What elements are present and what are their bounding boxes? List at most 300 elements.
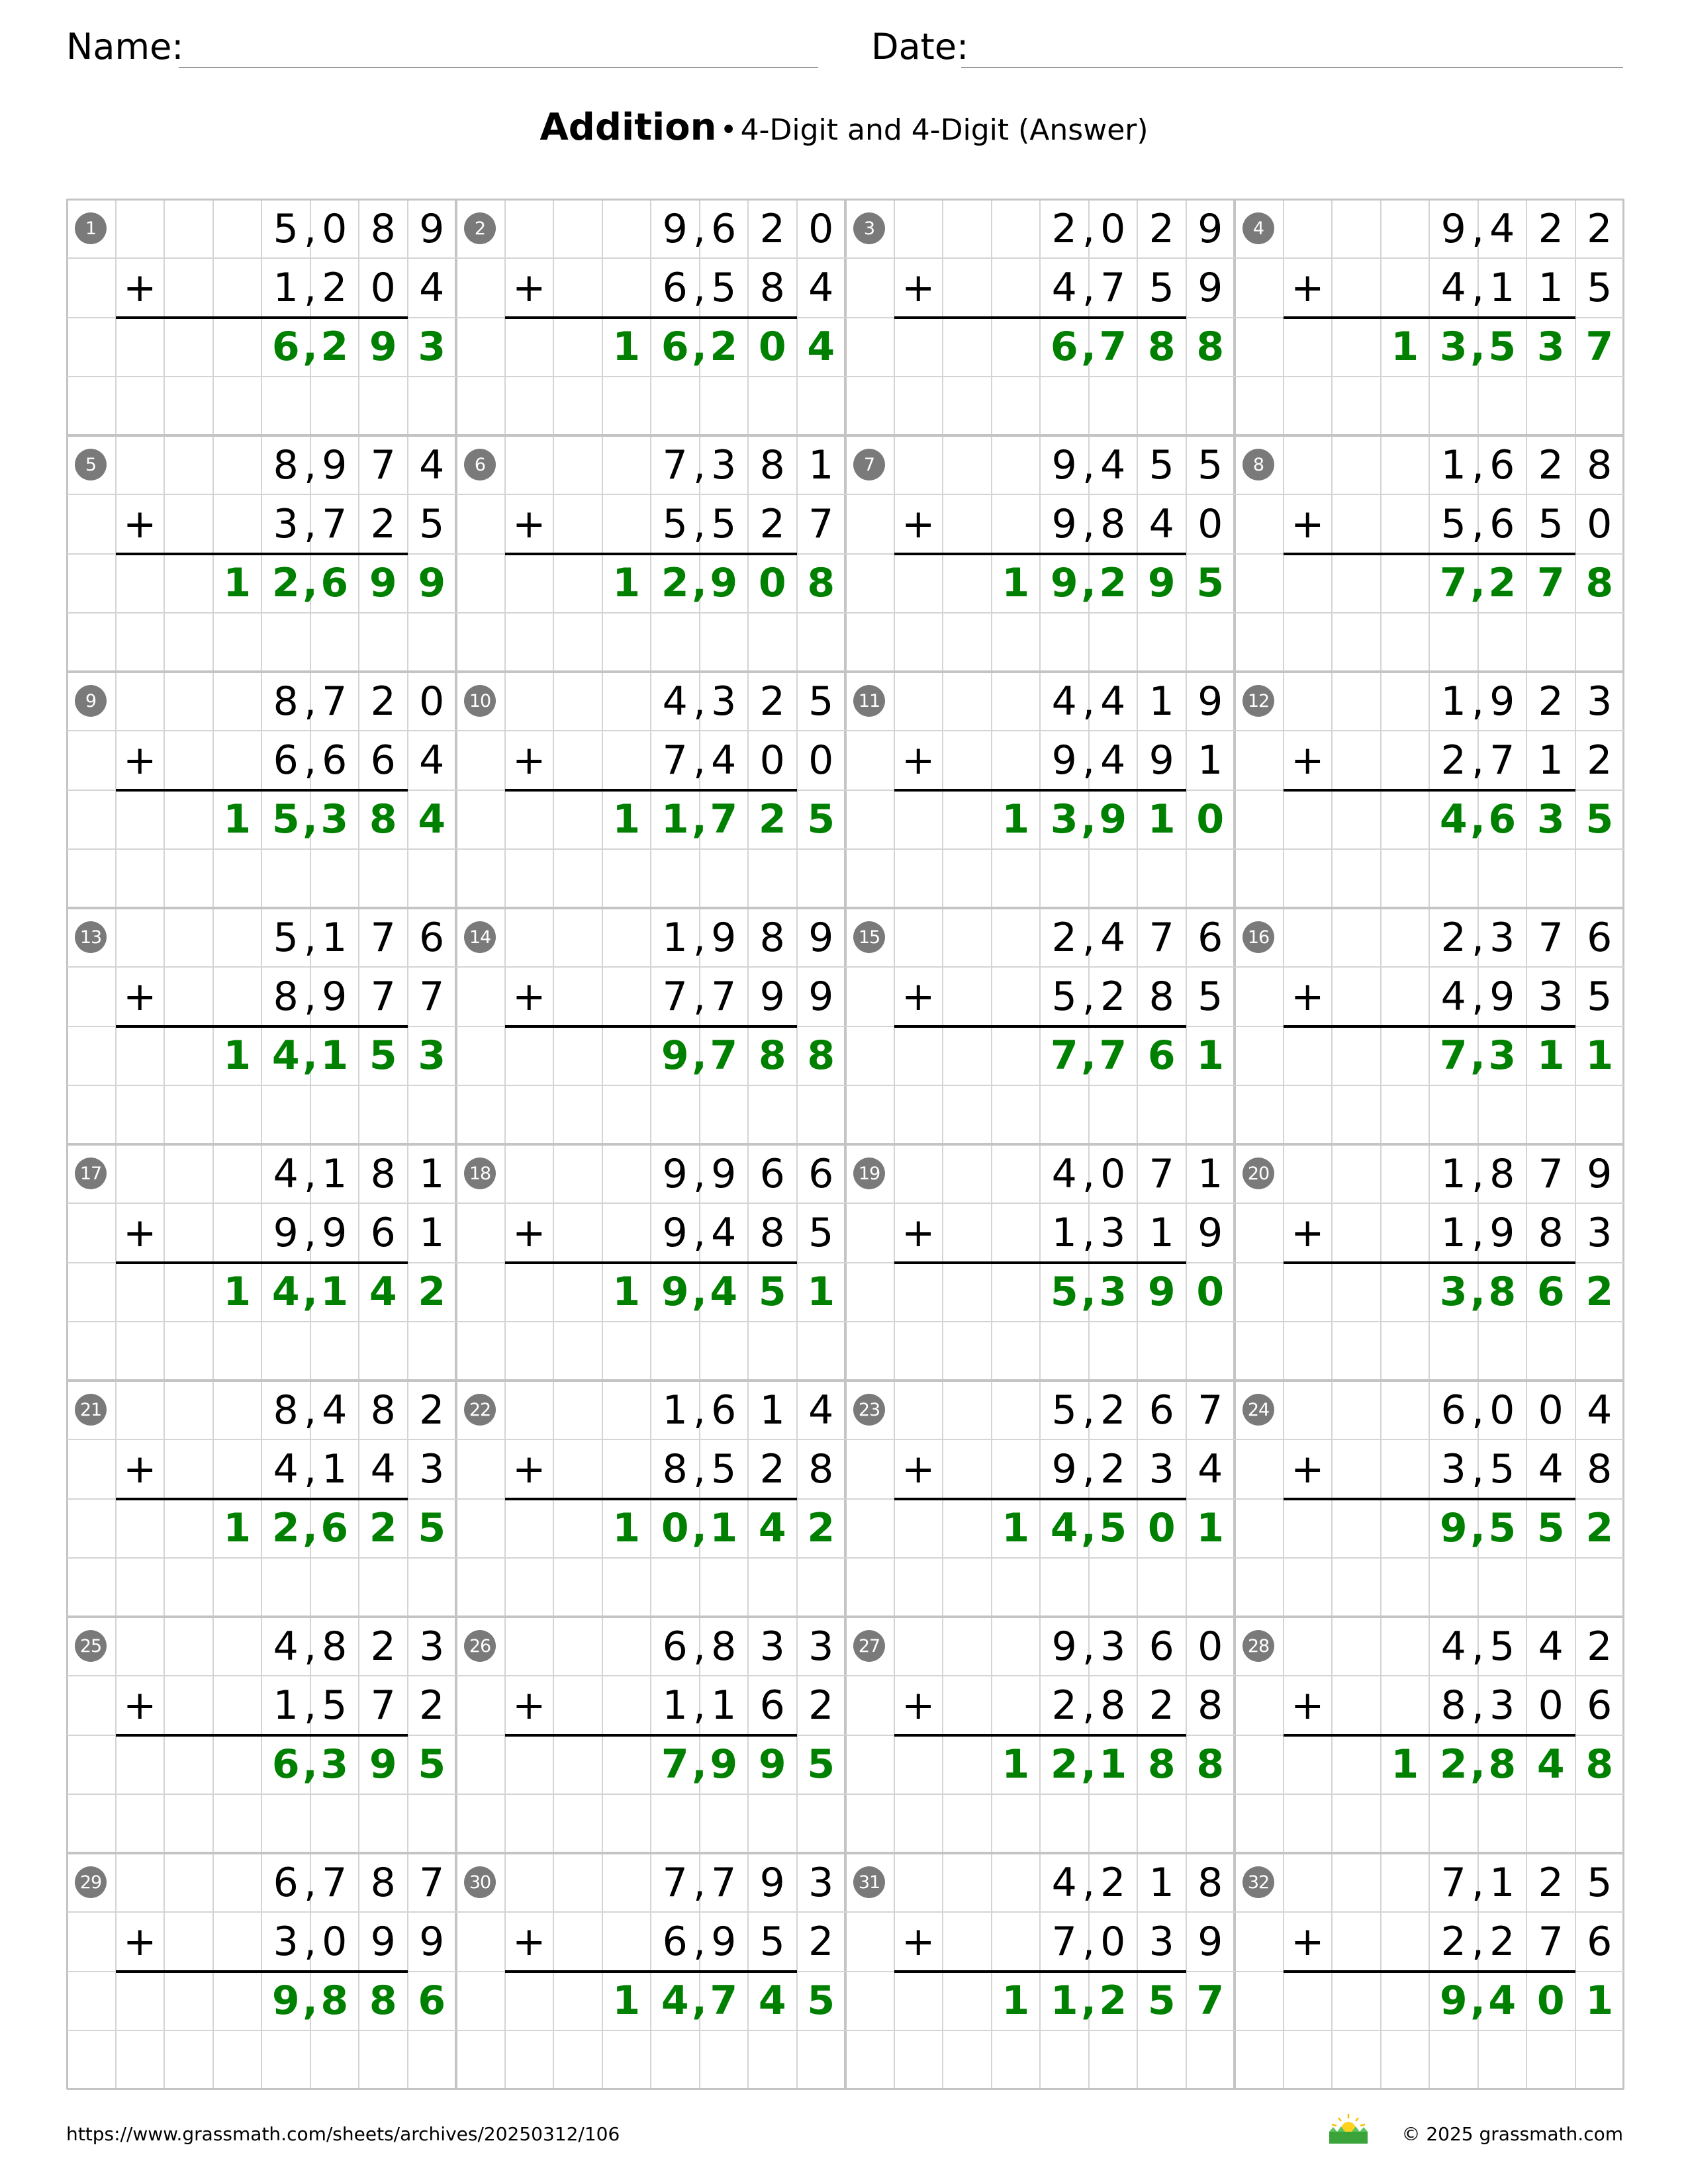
plus-sign: +: [1291, 1445, 1325, 1492]
answer-digit: 2: [710, 324, 738, 371]
addend-top-digit: 9: [808, 914, 834, 961]
addend-top-comma: ,: [1471, 1623, 1485, 1670]
answer-digit: 3: [1536, 796, 1565, 843]
addend-bottom-digit: 9: [1489, 1209, 1515, 1256]
answer-digit: 1: [612, 1978, 641, 2025]
addend-bottom-comma: ,: [303, 1918, 317, 1965]
addend-bottom-digit: 3: [1100, 1209, 1126, 1256]
addend-bottom-digit: 8: [273, 973, 299, 1020]
answer-digit: 1: [661, 796, 689, 843]
addend-top-comma: ,: [1082, 1150, 1096, 1197]
addend-bottom-digit: 2: [1587, 737, 1613, 784]
addend-bottom-digit: 2: [370, 500, 396, 547]
addend-top-digit: 1: [1197, 1150, 1223, 1197]
addend-top-digit: 3: [1587, 678, 1613, 725]
addend-top-digit: 3: [808, 1859, 834, 1906]
addend-bottom-comma: ,: [1471, 1682, 1485, 1729]
addend-top-digit: 7: [322, 1859, 348, 1906]
addend-top-digit: 6: [1149, 1623, 1174, 1670]
addend-top-comma: ,: [1082, 1387, 1096, 1433]
answer-comma: ,: [692, 1505, 707, 1552]
answer-digit: 8: [1585, 560, 1614, 607]
answer-digit: 9: [369, 560, 397, 607]
answer-digit: 8: [320, 1978, 349, 2025]
answer-digit: 9: [271, 1978, 300, 2025]
addend-top-digit: 9: [662, 205, 688, 252]
addend-top-digit: 9: [1440, 205, 1466, 252]
addend-bottom-digit: 0: [759, 737, 785, 784]
problem-number-badge: 15: [853, 921, 885, 953]
answer-comma: ,: [1081, 560, 1096, 607]
addend-bottom-digit: 5: [808, 1209, 834, 1256]
addend-top-digit: 5: [1197, 441, 1223, 488]
addend-bottom-digit: 4: [1197, 1445, 1223, 1492]
addend-top-comma: ,: [692, 1150, 706, 1197]
addend-top-digit: 6: [662, 1623, 688, 1670]
answer-digit: 8: [1488, 1269, 1517, 1316]
addend-top-digit: 8: [273, 1387, 299, 1433]
answer-digit: 3: [1439, 1269, 1468, 1316]
date-label: Date:: [871, 26, 969, 68]
plus-sign: +: [902, 500, 935, 547]
addend-top-digit: 1: [1440, 1150, 1466, 1197]
answer-digit: 1: [1002, 1505, 1030, 1552]
answer-digit: 1: [1002, 1978, 1030, 2025]
addend-top-digit: 2: [1538, 1859, 1564, 1906]
addend-top-comma: ,: [1471, 1859, 1485, 1906]
addend-bottom-comma: ,: [303, 264, 317, 311]
addend-top-comma: ,: [303, 1150, 317, 1197]
addend-top-digit: 2: [1538, 441, 1564, 488]
answer-digit: 3: [1439, 324, 1468, 371]
addend-bottom-digit: 6: [662, 264, 688, 311]
addend-top-comma: ,: [1471, 678, 1485, 725]
problem-number-badge: 2: [464, 212, 496, 244]
addend-bottom-digit: 7: [1100, 264, 1126, 311]
addend-bottom-comma: ,: [692, 264, 706, 311]
addend-bottom-comma: ,: [1471, 264, 1485, 311]
addend-bottom-digit: 9: [1197, 264, 1223, 311]
answer-comma: ,: [1081, 1505, 1096, 1552]
addend-bottom-comma: ,: [303, 500, 317, 547]
answer-digit: 1: [612, 1269, 641, 1316]
plus-sign: +: [902, 1445, 935, 1492]
answer-comma: ,: [303, 1978, 318, 2025]
addend-bottom-digit: 8: [662, 1445, 688, 1492]
addend-bottom-comma: ,: [1471, 1209, 1485, 1256]
plus-sign: +: [123, 500, 157, 547]
answer-digit: 3: [1488, 1032, 1517, 1079]
addend-bottom-digit: 4: [1149, 500, 1174, 547]
addend-top-digit: 8: [370, 1387, 396, 1433]
addend-top-digit: 4: [662, 678, 688, 725]
answer-digit: 5: [369, 1032, 397, 1079]
addend-top-digit: 1: [322, 1150, 348, 1197]
addend-bottom-digit: 5: [662, 500, 688, 547]
answer-digit: 5: [1050, 1269, 1078, 1316]
addend-bottom-digit: 1: [1538, 737, 1564, 784]
addend-bottom-digit: 7: [322, 500, 348, 547]
addend-top-digit: 2: [1051, 205, 1077, 252]
addend-top-digit: 7: [1149, 914, 1174, 961]
plus-sign: +: [1291, 264, 1325, 311]
addend-bottom-digit: 3: [1440, 1445, 1466, 1492]
addend-bottom-digit: 8: [1587, 1445, 1613, 1492]
addend-top-digit: 2: [1051, 914, 1077, 961]
answer-digit: 1: [710, 1505, 738, 1552]
addend-top-digit: 1: [662, 1387, 688, 1433]
plus-sign: +: [123, 973, 157, 1020]
problem-number-badge: 18: [464, 1158, 496, 1189]
addend-bottom-digit: 2: [1149, 1682, 1174, 1729]
addend-bottom-comma: ,: [1082, 1209, 1096, 1256]
addend-top-digit: 7: [370, 914, 396, 961]
addend-bottom-digit: 4: [1051, 264, 1077, 311]
answer-digit: 1: [1536, 1032, 1565, 1079]
addend-top-digit: 9: [419, 205, 445, 252]
addend-top-comma: ,: [303, 1859, 317, 1906]
answer-comma: ,: [1081, 1741, 1096, 1788]
answer-digit: 1: [1391, 324, 1419, 371]
addend-top-digit: 8: [322, 1623, 348, 1670]
addend-bottom-digit: 4: [370, 1445, 396, 1492]
addend-bottom-digit: 9: [419, 1918, 445, 1965]
answer-comma: ,: [1081, 1032, 1096, 1079]
addend-top-digit: 4: [1100, 678, 1126, 725]
addend-top-digit: 2: [1587, 205, 1613, 252]
answer-comma: ,: [1470, 1032, 1485, 1079]
problem-number-badge: 31: [853, 1866, 885, 1898]
addend-top-digit: 9: [1197, 205, 1223, 252]
answer-digit: 1: [612, 1505, 641, 1552]
addend-top-comma: ,: [303, 205, 317, 252]
addend-bottom-digit: 1: [1149, 1209, 1174, 1256]
addend-bottom-digit: 1: [1197, 737, 1223, 784]
problem-number-badge: 19: [853, 1158, 885, 1189]
addend-bottom-digit: 3: [1149, 1445, 1174, 1492]
addend-bottom-comma: ,: [1471, 1445, 1485, 1492]
answer-digit: 1: [1002, 560, 1030, 607]
addend-bottom-comma: ,: [303, 1682, 317, 1729]
addend-top-comma: ,: [1471, 441, 1485, 488]
addend-top-digit: 5: [808, 678, 834, 725]
addend-top-comma: ,: [692, 441, 706, 488]
addend-bottom-digit: 8: [1149, 973, 1174, 1020]
answer-comma: ,: [303, 1269, 318, 1316]
addend-bottom-digit: 9: [711, 1918, 737, 1965]
answer-digit: 6: [320, 1505, 349, 1552]
answer-digit: 2: [271, 560, 300, 607]
addend-bottom-digit: 7: [662, 973, 688, 1020]
addend-bottom-digit: 8: [1197, 1682, 1223, 1729]
addend-bottom-digit: 3: [273, 1918, 299, 1965]
date-line[interactable]: [961, 67, 1623, 68]
answer-comma: ,: [692, 1269, 707, 1316]
answer-digit: 7: [1099, 324, 1127, 371]
addend-top-digit: 0: [322, 205, 348, 252]
addend-top-digit: 9: [322, 441, 348, 488]
plus-sign: +: [902, 1209, 935, 1256]
addend-bottom-digit: 9: [808, 973, 834, 1020]
addend-top-digit: 2: [1149, 205, 1174, 252]
answer-comma: ,: [692, 560, 707, 607]
addend-top-digit: 7: [419, 1859, 445, 1906]
addend-top-digit: 5: [1149, 441, 1174, 488]
addend-bottom-digit: 3: [1538, 973, 1564, 1020]
plus-sign: +: [1291, 1918, 1325, 1965]
addend-top-digit: 2: [759, 678, 785, 725]
addend-top-digit: 0: [1100, 1150, 1126, 1197]
title-main: Addition: [539, 106, 717, 149]
answer-digit: 7: [710, 796, 738, 843]
addend-bottom-digit: 5: [759, 1918, 785, 1965]
answer-comma: ,: [1470, 796, 1485, 843]
addend-bottom-digit: 0: [1587, 500, 1613, 547]
addend-top-digit: 1: [1440, 441, 1466, 488]
answer-digit: 1: [1391, 1741, 1419, 1788]
plus-sign: +: [512, 500, 546, 547]
answer-digit: 4: [369, 1269, 397, 1316]
plus-sign: +: [123, 1209, 157, 1256]
answer-digit: 1: [612, 796, 641, 843]
addend-top-digit: 7: [1440, 1859, 1466, 1906]
addend-top-digit: 7: [1197, 1387, 1223, 1433]
answer-digit: 8: [1196, 1741, 1225, 1788]
answer-comma: ,: [1081, 1269, 1096, 1316]
sun-over-grass-icon: [1325, 2113, 1372, 2146]
answer-digit: 9: [1099, 796, 1127, 843]
addend-bottom-digit: 4: [1100, 737, 1126, 784]
problem-number-badge: 30: [464, 1866, 496, 1898]
answer-digit: 1: [320, 1032, 349, 1079]
addend-bottom-digit: 3: [1489, 1682, 1515, 1729]
addend-bottom-digit: 2: [1440, 1918, 1466, 1965]
addend-top-comma: ,: [303, 1387, 317, 1433]
addend-bottom-digit: 9: [1051, 737, 1077, 784]
worksheet-grid: [66, 199, 1623, 2089]
addend-bottom-digit: 2: [1051, 1682, 1077, 1729]
addend-bottom-digit: 3: [1149, 1918, 1174, 1965]
addend-bottom-digit: 2: [759, 500, 785, 547]
addend-top-comma: ,: [1471, 205, 1485, 252]
addend-top-comma: ,: [692, 1859, 706, 1906]
addend-bottom-digit: 2: [759, 1445, 785, 1492]
addend-top-comma: ,: [1471, 1150, 1485, 1197]
answer-comma: ,: [303, 1505, 318, 1552]
addend-bottom-digit: 7: [1051, 1918, 1077, 1965]
addend-top-digit: 9: [711, 1150, 737, 1197]
answer-digit: 5: [807, 796, 835, 843]
addend-bottom-digit: 7: [662, 737, 688, 784]
addend-bottom-digit: 9: [322, 1209, 348, 1256]
addend-bottom-digit: 9: [370, 1918, 396, 1965]
answer-comma: ,: [1081, 324, 1096, 371]
answer-digit: 7: [1439, 1032, 1468, 1079]
addend-top-digit: 6: [273, 1859, 299, 1906]
addend-bottom-digit: 1: [1051, 1209, 1077, 1256]
answer-comma: ,: [692, 796, 707, 843]
answer-digit: 2: [1585, 1269, 1614, 1316]
footer-url[interactable]: https://www.grassmath.com/sheets/archives/20250312/106: [66, 2123, 620, 2145]
answer-digit: 5: [418, 1741, 446, 1788]
addend-top-digit: 7: [662, 1859, 688, 1906]
addend-bottom-digit: 5: [322, 1682, 348, 1729]
addend-bottom-digit: 1: [419, 1209, 445, 1256]
addend-bottom-comma: ,: [1082, 737, 1096, 784]
addend-bottom-digit: 1: [1538, 264, 1564, 311]
name-line[interactable]: [179, 67, 818, 68]
answer-digit: 1: [223, 796, 252, 843]
addend-bottom-digit: 1: [1440, 1209, 1466, 1256]
problem-number-badge: 32: [1243, 1866, 1274, 1898]
addend-bottom-digit: 2: [1100, 1445, 1126, 1492]
addend-top-digit: 5: [1587, 1859, 1613, 1906]
addend-bottom-digit: 5: [1051, 973, 1077, 1020]
addend-bottom-digit: 1: [662, 1682, 688, 1729]
answer-digit: 2: [661, 560, 689, 607]
answer-digit: 5: [418, 1505, 446, 1552]
addend-top-digit: 7: [1538, 914, 1564, 961]
answer-digit: 0: [1536, 1978, 1565, 2025]
addend-top-digit: 2: [1100, 1387, 1126, 1433]
addend-bottom-digit: 8: [1100, 500, 1126, 547]
problem-number-badge: 6: [464, 449, 496, 480]
answer-digit: 5: [758, 1269, 786, 1316]
title-separator: •: [720, 113, 737, 147]
answer-digit: 5: [1488, 324, 1517, 371]
answer-digit: 8: [1196, 324, 1225, 371]
plus-sign: +: [902, 1682, 935, 1729]
addend-bottom-digit: 4: [273, 1445, 299, 1492]
addend-bottom-digit: 3: [1587, 1209, 1613, 1256]
addend-top-comma: ,: [303, 678, 317, 725]
answer-digit: 8: [807, 560, 835, 607]
addend-top-comma: ,: [692, 678, 706, 725]
addend-top-digit: 2: [1100, 1859, 1126, 1906]
answer-digit: 9: [369, 324, 397, 371]
addend-bottom-digit: 7: [1538, 1918, 1564, 1965]
problem-number-badge: 29: [75, 1866, 107, 1898]
addend-top-digit: 9: [1051, 1623, 1077, 1670]
answer-comma: ,: [692, 1741, 707, 1788]
addend-bottom-digit: 0: [808, 737, 834, 784]
addend-top-digit: 4: [273, 1623, 299, 1670]
answer-digit: 6: [271, 324, 300, 371]
addend-top-digit: 6: [711, 205, 737, 252]
addend-top-comma: ,: [1082, 678, 1096, 725]
plus-sign: +: [512, 1209, 546, 1256]
answer-digit: 8: [1147, 1741, 1176, 1788]
addend-top-digit: 1: [1489, 1859, 1515, 1906]
answer-digit: 1: [1099, 1741, 1127, 1788]
plus-sign: +: [123, 264, 157, 311]
addend-top-digit: 4: [1100, 914, 1126, 961]
addend-top-digit: 7: [1538, 1150, 1564, 1197]
addend-top-comma: ,: [1082, 1623, 1096, 1670]
addend-top-comma: ,: [303, 441, 317, 488]
addend-bottom-comma: ,: [1082, 1918, 1096, 1965]
addend-top-digit: 8: [370, 205, 396, 252]
addend-top-digit: 7: [370, 441, 396, 488]
addend-bottom-digit: 1: [1489, 264, 1515, 311]
answer-comma: ,: [692, 1978, 707, 2025]
answer-digit: 4: [710, 1269, 738, 1316]
answer-digit: 4: [758, 1505, 786, 1552]
answer-comma: ,: [1470, 1505, 1485, 1552]
addend-top-digit: 4: [273, 1150, 299, 1197]
plus-sign: +: [902, 264, 935, 311]
answer-digit: 8: [807, 1032, 835, 1079]
addend-top-digit: 8: [370, 1150, 396, 1197]
addend-top-digit: 2: [1440, 914, 1466, 961]
addend-top-digit: 1: [662, 914, 688, 961]
addend-bottom-digit: 1: [711, 1682, 737, 1729]
answer-digit: 6: [661, 324, 689, 371]
addend-bottom-digit: 4: [419, 264, 445, 311]
answer-comma: ,: [1470, 324, 1485, 371]
addend-bottom-digit: 8: [808, 1445, 834, 1492]
answer-comma: ,: [1470, 1269, 1485, 1316]
answer-digit: 5: [807, 1978, 835, 2025]
answer-digit: 8: [1147, 324, 1176, 371]
addend-bottom-digit: 3: [419, 1445, 445, 1492]
answer-digit: 8: [1488, 1741, 1517, 1788]
answer-digit: 3: [1099, 1269, 1127, 1316]
answer-digit: 2: [1585, 1505, 1614, 1552]
addend-bottom-comma: ,: [303, 973, 317, 1020]
answer-comma: ,: [692, 1032, 707, 1079]
addend-bottom-comma: ,: [692, 737, 706, 784]
addend-top-digit: 0: [419, 678, 445, 725]
addend-bottom-digit: 8: [759, 264, 785, 311]
addend-top-digit: 9: [759, 1859, 785, 1906]
addend-bottom-comma: ,: [692, 1209, 706, 1256]
addend-bottom-digit: 5: [1587, 264, 1613, 311]
addend-bottom-digit: 5: [419, 500, 445, 547]
addend-top-digit: 6: [1440, 1387, 1466, 1433]
addend-top-digit: 3: [1100, 1623, 1126, 1670]
plus-sign: +: [1291, 1209, 1325, 1256]
plus-sign: +: [902, 973, 935, 1020]
answer-digit: 3: [1050, 796, 1078, 843]
answer-digit: 7: [1099, 1032, 1127, 1079]
addend-bottom-digit: 4: [711, 737, 737, 784]
addend-top-comma: ,: [1082, 441, 1096, 488]
addend-bottom-digit: 8: [1100, 1682, 1126, 1729]
answer-comma: ,: [303, 1741, 318, 1788]
answer-digit: 9: [369, 1741, 397, 1788]
addend-bottom-comma: ,: [1082, 500, 1096, 547]
addend-top-digit: 2: [1538, 678, 1564, 725]
answer-digit: 7: [1585, 324, 1614, 371]
problem-number-badge: 26: [464, 1630, 496, 1662]
answer-digit: 0: [661, 1505, 689, 1552]
addend-bottom-digit: 3: [273, 500, 299, 547]
answer-digit: 8: [369, 1978, 397, 2025]
addend-bottom-comma: ,: [692, 973, 706, 1020]
addend-top-digit: 7: [711, 1859, 737, 1906]
problem-number-badge: 27: [853, 1630, 885, 1662]
answer-digit: 4: [271, 1032, 300, 1079]
addend-bottom-digit: 7: [1489, 737, 1515, 784]
addend-top-digit: 4: [808, 1387, 834, 1433]
addend-top-digit: 4: [1100, 441, 1126, 488]
addend-top-digit: 5: [1051, 1387, 1077, 1433]
addend-bottom-digit: 7: [370, 1682, 396, 1729]
answer-digit: 9: [1147, 1269, 1176, 1316]
plus-sign: +: [1291, 500, 1325, 547]
addend-bottom-digit: 2: [419, 1682, 445, 1729]
